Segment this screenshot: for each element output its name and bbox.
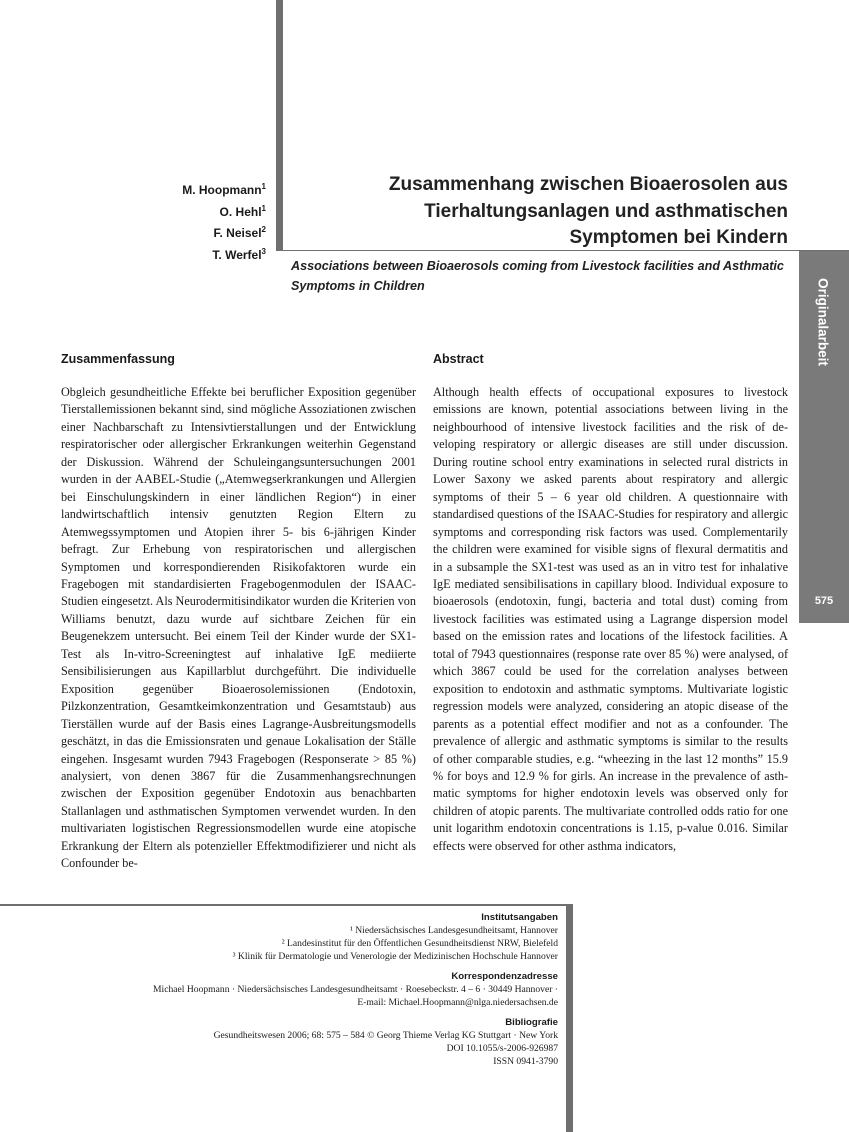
page-number: 575 (814, 595, 834, 607)
article-info-box (38, 911, 558, 1068)
issn-line: ISSN 0941-3790 (493, 1056, 558, 1067)
english-title: Associations between Bioaerosols coming from Livestock facilities and Asthmatic Symptoms in Children (291, 259, 784, 293)
english-abstract-text: Although health effects of occupational exposures to livestock emissions are known, potential associations between living in the neighbourhood of intensive livestock facilities and the risk of developing respiratory or allergic diseases are still under discussion. During routine school entry examinations in selected rural districts in Lower Saxony we asked parents about respiratory and allergic symptoms of their 5 – 6 year old children. A questionnaire with standardised questions of the ISAAC-Studies for respiratory and allergic symptoms and corresponding risk factors was used. Complementarily the children were examined for visible signs of flexural dermatitis and in a subsample the SX1-test was used as an in vitro test for inhalative IgE mediated sensibilisations in capillary blood. Individual exposure to bioaerosols (endotoxin, fungi, bacteria and total dust) coming from livestock facilities was estimated using a Lagrange dispersion model based on the emission rates and locations of the lifestock facilities. A total of 7943 questionnaires (response rate over 85 %) were analysed, of which 3867 could be used for the correlation analyses between exposition to endotoxin and asthmatic symptoms. Multivariate logistic regression models were analyzed, considering an atopic disease of the parents as a potential effect modifier and not as a confounder. The prevalence of allergic and asthmatic symptoms is similar to the results of other comparable studies, e.g. “wheezing in the last 12 months” 15.9 % for boys and 12.9 % for girls. An increase in the prevalence of asthmatic symptoms for higher endotoxin levels was observed only for children of atopic parents. The multivariate controlled odds ratio for one unit logarithm endotoxin concentrations is 1.15, p-value 0.016. Similar effects were observed for other asthma indicators, (433, 385, 788, 853)
info-box-rule (0, 904, 573, 906)
header-vertical-rule (276, 0, 283, 251)
institution-line: ¹ Niedersächsisches Landesgesundheitsamt, Hannover (349, 925, 558, 936)
german-abstract (61, 351, 416, 873)
institutions-heading: Institutsangaben (481, 912, 558, 923)
author: O. Hehl$^1$ (219, 203, 266, 219)
article-title: Zusammenhang zwischen Bioaerosolen aus Tierhaltungsanlagen und asthmatischen Symptomen bei Kindern (388, 174, 788, 248)
author: M. Hoopmann$^1$ (182, 182, 266, 197)
author: T. Werfel$^3$ (212, 246, 266, 262)
institution-line: ³ Klinik für Dermatologie und Venerologie der Medizinischen Hochschule Hannover (232, 951, 558, 962)
author-list (182, 178, 266, 264)
section-label: Originalarbeit (815, 278, 831, 366)
german-abstract-heading: Zusammenfassung (61, 352, 175, 366)
correspondence-heading: Korrespondenzadresse (451, 971, 558, 982)
english-abstract-heading: Abstract (433, 352, 484, 366)
institution-line: ² Landesinstitut für den Öffentlichen Gesundheitsdienst NRW, Bielefeld (281, 938, 558, 949)
author: F. Neisel$^2$ (213, 225, 266, 240)
bibliography-line: Gesundheitswesen 2006; 68: 575 – 584 © Georg Thieme Verlag KG Stuttgart · New York (213, 1030, 558, 1041)
correspondence-line: Michael Hoopmann · Niedersächsisches Landesgesundheitsamt · Roesebeckstr. 4 – 6 · 30449 Hannover · (153, 984, 558, 995)
info-box-vertical-rule (566, 904, 573, 1132)
english-abstract (433, 351, 788, 855)
doi-line: DOI 10.1055/s-2006-926987 (446, 1043, 558, 1054)
german-abstract-text: Obgleich gesundheitliche Effekte bei beruflicher Exposition gegenüber Tierstallemissionen bekannt sind, sind mögliche Assoziationen zwischen einer Nachbarschaft zu Intensivtierstallungen und der Entwicklung respiratorischer oder allergischer Erkrankungen weiterhin Gegenstand der Diskussion. Während der Schuleingangsuntersuchungen 2001 wurden in der AABEL-Studie („Atemwegserkrankungen und Allergien bei Einschulungskindern in einer ländlichen Region“) in einer landwirtschaftlich intensiv genutzten Region Eltern zu Atemwegssymptomen und Atopien ihrer 5- bis 6-jährigen Kinder befragt. Zur Erhebung von respiratorischen und allergischen Symptomen und korrespondierenden Risikofaktoren wurde ein Fragebogen mit standardisierten Fragebogenmodulen der ISAAC-Studien eingesetzt. Als Neurodermitisindikator wurden die Kriterien von Williams benutzt, dazu wurde auf sichtbare Zeichen für ein Beugenekzem untersucht. Bei einem Teil der Kinder wurde der SX1-Test als In-vitro-Screeningtest auf inhalative IgE mediierte Sensibilisierungen aus Kapillarblut durchgeführt. Die individuelle Exposition gegenüber Bioaerosolemissionen (Endotoxin, Pilzkonzentration, Gesamtkeimkonzentration und Gesamtstaub) aus Tierställen wurde auf der Basis eines Lagrange-Ausbreitungsmodells geschätzt, in das die Emissionsraten und genaue Lokalisation der Ställe eingehen. Insgesamt wurden 7943 Fragebogen (Responserate > 85 %) analysiert, von denen 3867 für die Zusammenhangsrechnungen zwischen der Exposition gegenüber Endotoxin aus benachbarten Stallanlagen und asthmatischen Symptomen verwendet wurden. In den multivariaten logistischen Regressionsmodellen wurde eine atopische Erkrankung der Eltern als potenzieller Effektmodifizierer und nicht als Confounder be- (61, 385, 416, 871)
bibliography-heading: Bibliografie (505, 1017, 558, 1028)
correspondence-email[interactable]: E-mail: Michael.Hoopmann@nlga.niedersachsen.de (357, 997, 558, 1008)
